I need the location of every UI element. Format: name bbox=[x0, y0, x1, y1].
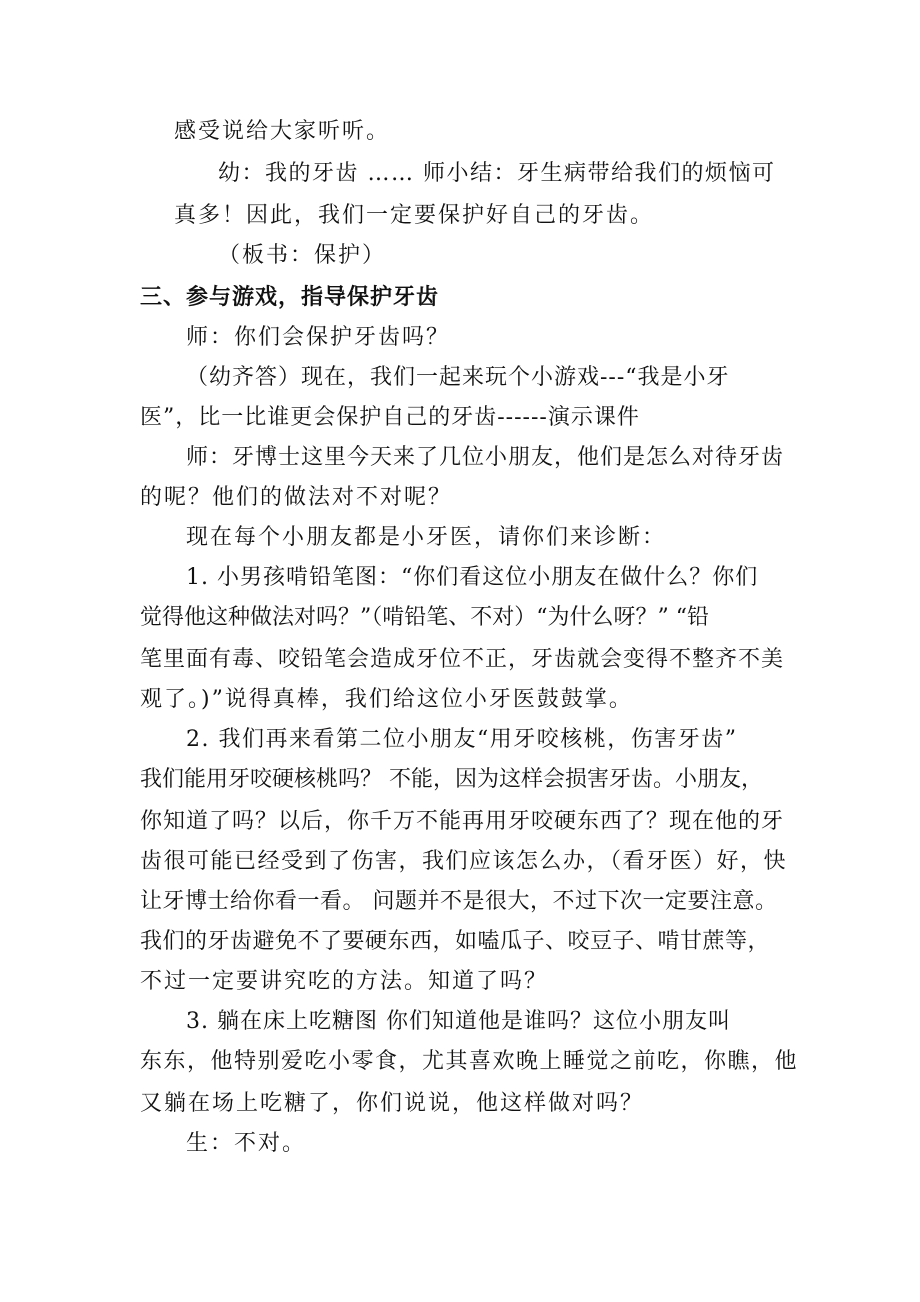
text-line: 我们能用牙咬硬核桃吗？ 不能，因为这样会损害牙齿。小朋友， bbox=[140, 767, 763, 792]
text-line: 你知道了吗？以后，你千万不能再用牙咬硬东西了？现在他的牙 bbox=[140, 809, 785, 834]
text-line: 让牙博士给你看一看。 问题并不是很大，不过下次一定要注意。 bbox=[140, 889, 778, 914]
text-line: 齿很可能已经受到了伤害，我们应该怎么办，（看牙医）好，快 bbox=[140, 849, 788, 874]
text-line: 感受说给大家听听。 bbox=[174, 119, 391, 144]
text-line: 师：你们会保护牙齿吗？ bbox=[186, 325, 451, 350]
list-item-2: 2. 我们再来看第二位小朋友“用牙咬核桃，伤害牙齿” bbox=[186, 727, 738, 752]
text-line: 觉得他这种做法对吗？”（啃铅笔、不对）“为什么呀？” “铅 bbox=[140, 605, 709, 630]
section-heading: 三、参与游戏，指导保护牙齿 bbox=[140, 285, 440, 310]
text-line: 我们的牙齿避免不了要硬东西，如嗑瓜子、咬豆子、啃甘蔗等， bbox=[140, 929, 771, 954]
text-line: 东东，他特别爱吃小零食，尤其喜欢晚上睡觉之前吃，你瞧，他 bbox=[140, 1049, 799, 1074]
text-line: 真多！因此，我们一定要保护好自己的牙齿。 bbox=[174, 203, 655, 228]
text-line: 笔里面有毒、咬铅笔会造成牙位不正，牙齿就会变得不整齐不美 bbox=[140, 647, 785, 672]
text-line: （幼齐答）现在，我们一起来玩个小游戏---“我是小牙 bbox=[186, 365, 730, 390]
text-line: 幼：我的牙齿 …… 师小结：牙生病带给我们的烦恼可 bbox=[218, 161, 776, 186]
text-line: 又躺在场上吃糖了，你们说说，他这样做对吗？ bbox=[140, 1091, 645, 1116]
text-line: 医”，比一比谁更会保护自己的牙齿------演示课件 bbox=[140, 405, 640, 430]
text-line: （板书：保护） bbox=[218, 243, 387, 268]
text-line: 生：不对。 bbox=[186, 1131, 307, 1156]
text-line: 现在每个小朋友都是小牙医，请你们来诊断： bbox=[186, 525, 667, 550]
text-line: 师：牙博士这里今天来了几位小朋友，他们是怎么对待牙齿 bbox=[186, 445, 785, 470]
list-item-1: 1. 小男孩啃铅笔图：“你们看这位小朋友在做什么？你们 bbox=[186, 565, 759, 590]
text-line: 不过一定要讲究吃的方法。知道了吗？ bbox=[140, 969, 549, 994]
list-item-3: 3. 躺在床上吃糖图 你们知道他是谁吗？这位小朋友叫 bbox=[186, 1009, 731, 1034]
text-line: 的呢？他们的做法对不对呢？ bbox=[140, 485, 453, 510]
text-line: 观了。)”说得真棒，我们给这位小牙医鼓鼓掌。 bbox=[140, 687, 633, 712]
